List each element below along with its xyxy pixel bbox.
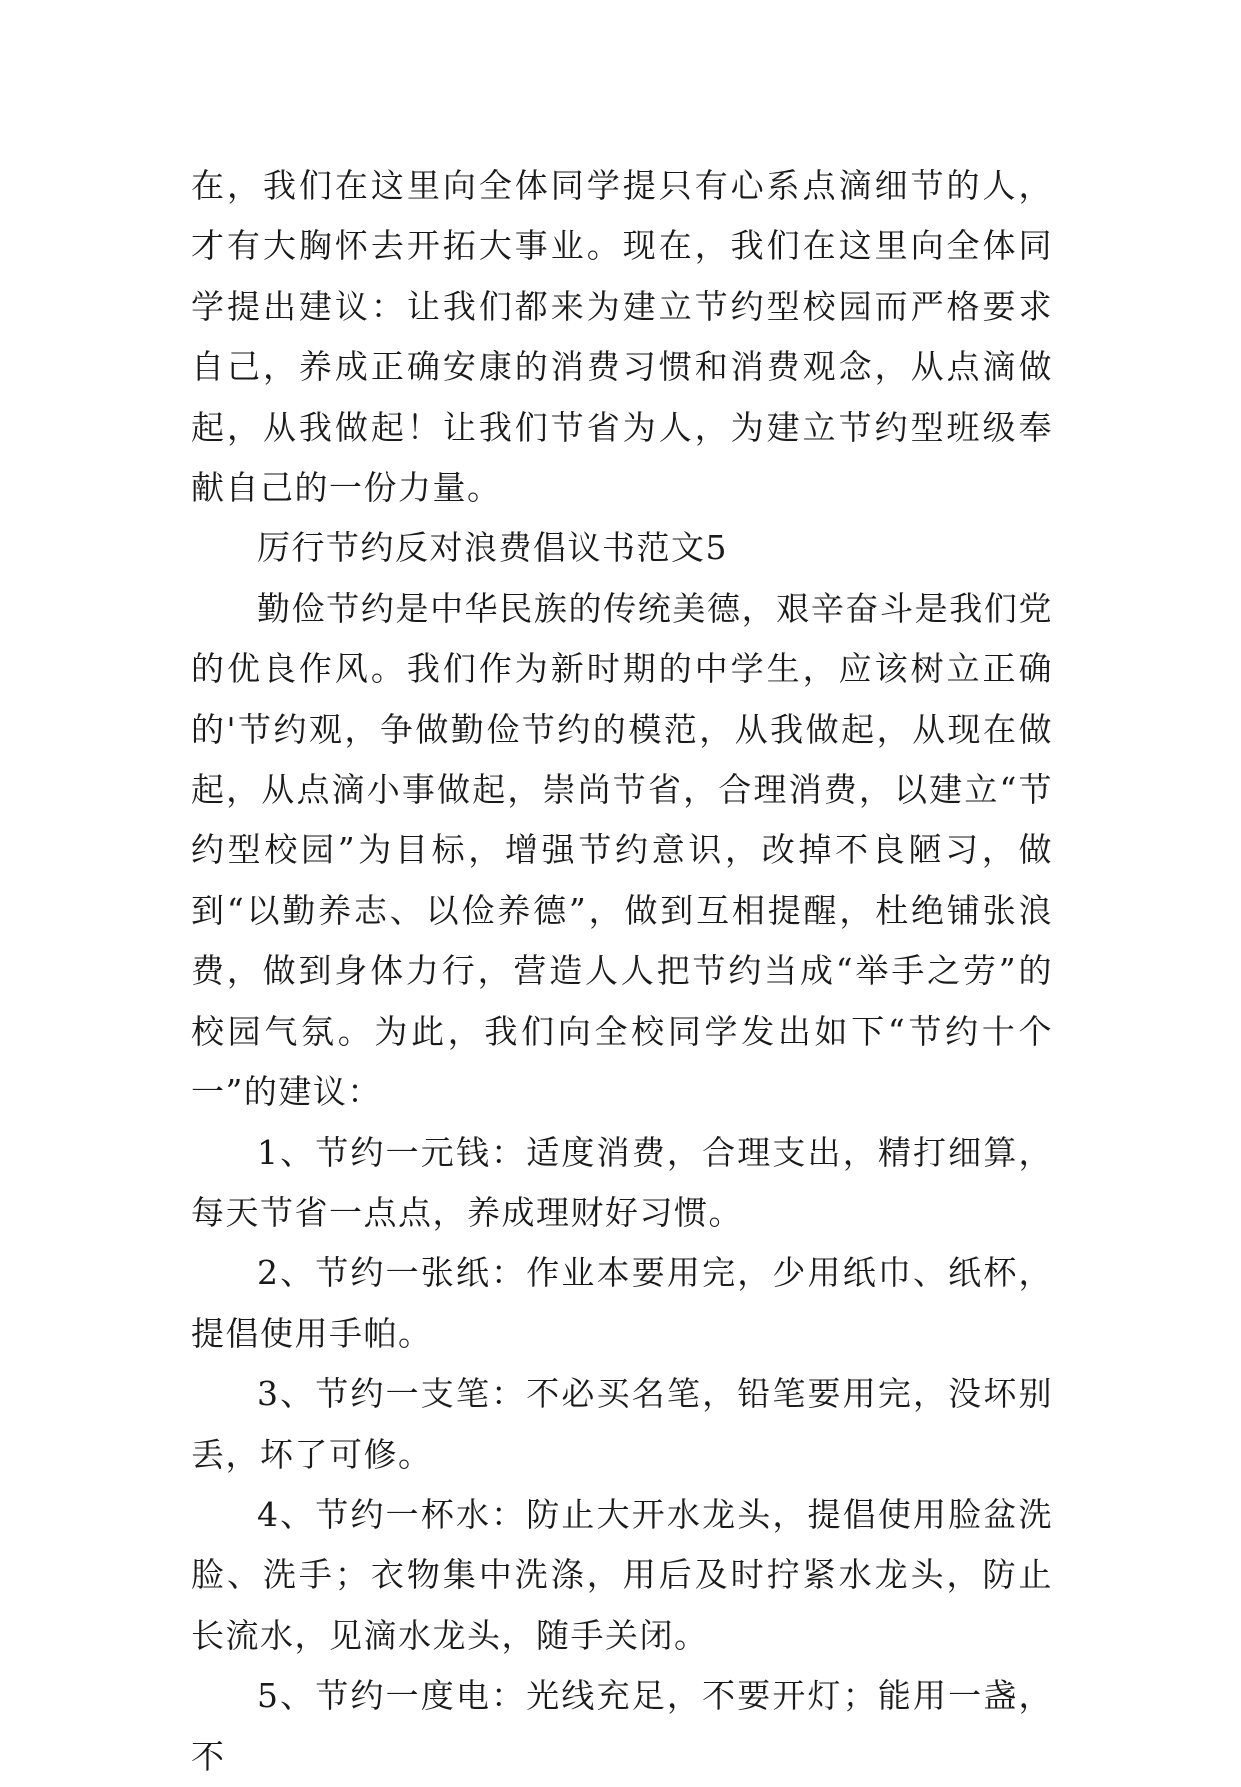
list-item-2: 2、节约一张纸：作业本要用完，少用纸巾、纸杯，提倡使用手帕。 xyxy=(191,1253,1053,1353)
document-body xyxy=(191,156,1053,1787)
list-item-4: 4、节约一杯水：防止大开水龙头，提倡使用脸盆洗脸、洗手；衣物集中洗涤，用后及时拧紧水龙头，防止长流水，见滴水龙头，随手关闭。 xyxy=(191,1494,1053,1655)
list-item-1: 1、节约一元钱：适度消费，合理支出，精打细算，每天节省一点点，养成理财好习惯。 xyxy=(191,1132,1053,1232)
section-heading: 厉行节约反对浪费倡议书范文5 xyxy=(257,528,728,568)
list-item-5: 5、节约一度电：光线充足，不要开灯；能用一盏，不 xyxy=(191,1676,1053,1776)
paragraph-continued-intro: 在，我们在这里向全体同学提只有心系点滴细节的人，才有大胸怀去开拓大事业。现在，我们在这里向全体同学提出建议：让我们都来为建立节约型校园而严格要求自己，养成正确安康的消费习惯和消费观念，从点滴做起，从我做起！让我们节省为人，为建立节约型班级奉献自己的一份力量。 xyxy=(191,166,1053,508)
list-item-3: 3、节约一支笔：不必买名笔，铅笔要用完，没坏别丢，坏了可修。 xyxy=(191,1374,1053,1474)
paragraph-main: 勤俭节约是中华民族的传统美德，艰辛奋斗是我们党的优良作风。我们作为新时期的中学生，应该树立正确的'节约观，争做勤俭节约的模范，从我做起，从现在做起，从点滴小事做起，崇尚节省，合理消费，以建立“节约型校园”为目标，增强节约意识，改掉不良陋习，做到“以勤养志、以俭养德”，做到互相提醒，杜绝铺张浪费，做到身体力行，营造人人把节约当成“举手之劳”的校园气氛。为此，我们向全校同学发出如下“节约十个一”的建议： xyxy=(191,588,1053,1112)
